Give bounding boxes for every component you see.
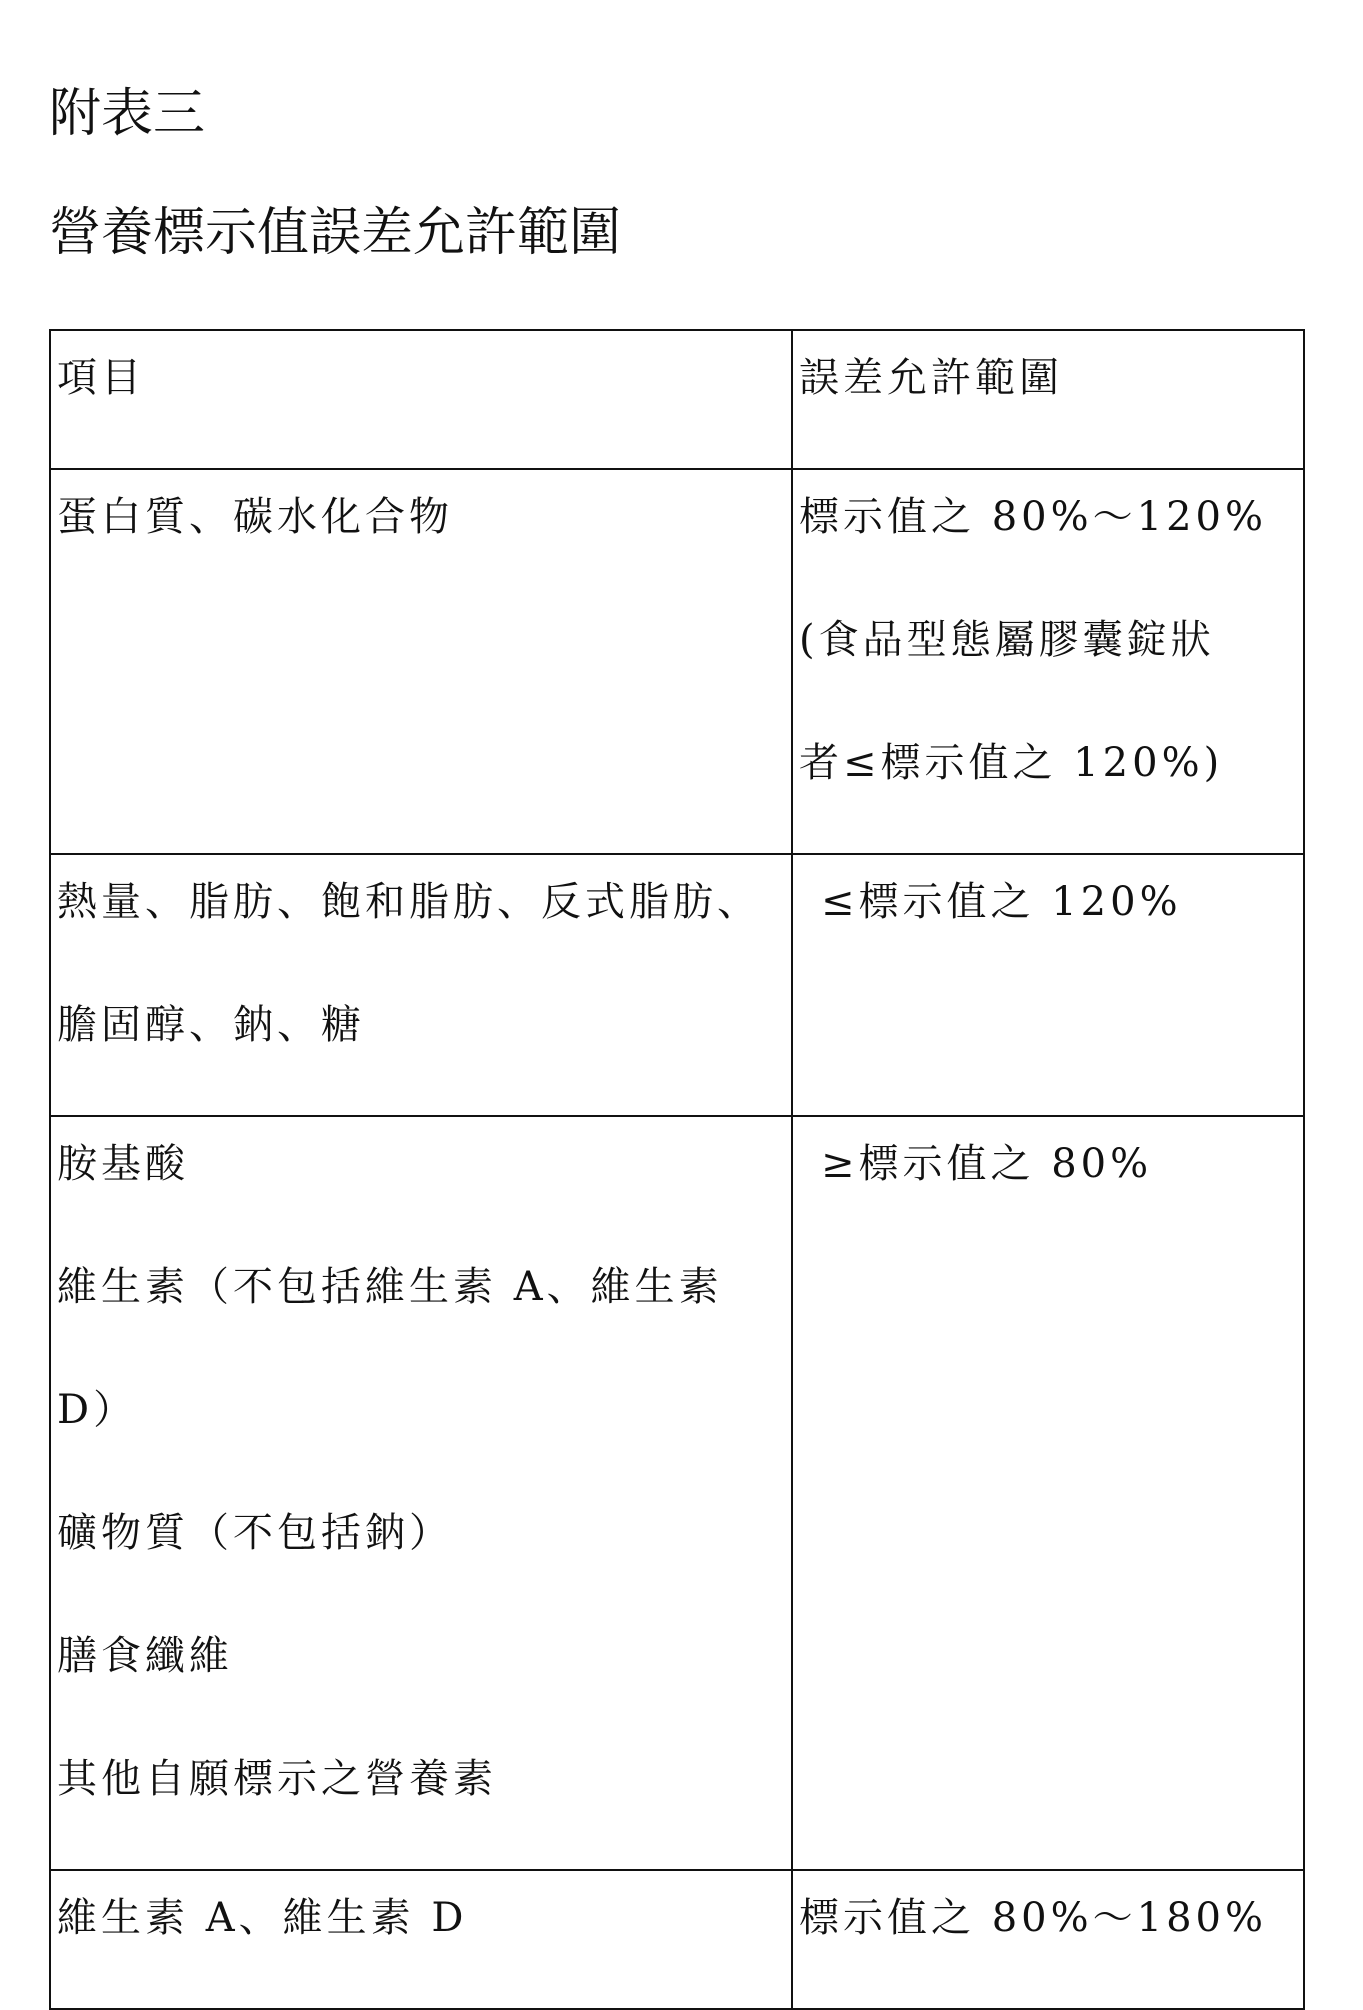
tolerance-line-wrap (799, 1131, 1297, 1254)
item-line: 熱量、脂肪、飽和脂肪、反式脂肪、 (57, 879, 761, 925)
tolerance-cell (792, 1116, 1304, 1870)
item-cell (50, 1116, 792, 1870)
item-line: 膽固醇、鈉、糖 (57, 1002, 365, 1048)
table-header-row (50, 330, 1304, 469)
table-row (50, 1870, 1304, 2009)
item-cell (50, 854, 792, 1116)
header-item-label: 項目 (57, 355, 145, 401)
tolerance-line: ≤標示值之 120% (821, 879, 1182, 925)
tolerance-line: 者≤標示值之 120%) (799, 740, 1224, 786)
item-cell (50, 1870, 792, 2009)
tolerance-cell (792, 469, 1304, 854)
table-row (50, 1116, 1304, 1870)
tolerance-cell (792, 854, 1304, 1116)
header-tolerance (792, 330, 1304, 469)
header-item (50, 330, 792, 469)
tolerance-line: 標示值之 80%～120% (799, 494, 1267, 540)
item-line: 其他自願標示之營養素 (57, 1756, 497, 1802)
item-line: D） (57, 1387, 138, 1433)
tolerance-table (49, 329, 1305, 2010)
item-line: 膳食纖維 (57, 1633, 233, 1679)
item-cell (50, 469, 792, 854)
tolerance-line: (食品型態屬膠囊錠狀 (799, 617, 1215, 663)
item-line: 礦物質（不包括鈉） (57, 1510, 453, 1556)
item-line: 維生素 A、維生素 D (57, 1895, 468, 1941)
tolerance-line-wrap (799, 869, 1297, 992)
tolerance-cell (792, 1870, 1304, 2009)
document-label: 附表三 (49, 84, 206, 144)
document-title: 營養標示值誤差允許範圍 (49, 203, 622, 263)
item-line: 維生素（不包括維生素 A、維生素 (57, 1264, 723, 1310)
tolerance-line: ≥標示值之 80% (821, 1141, 1153, 1187)
tolerance-line: 標示值之 80%～180% (799, 1895, 1267, 1941)
item-line: 胺基酸 (57, 1141, 189, 1187)
table-row (50, 854, 1304, 1116)
header-tolerance-label: 誤差允許範圍 (799, 355, 1063, 401)
item-line: 蛋白質、碳水化合物 (57, 494, 453, 540)
table-row (50, 469, 1304, 854)
